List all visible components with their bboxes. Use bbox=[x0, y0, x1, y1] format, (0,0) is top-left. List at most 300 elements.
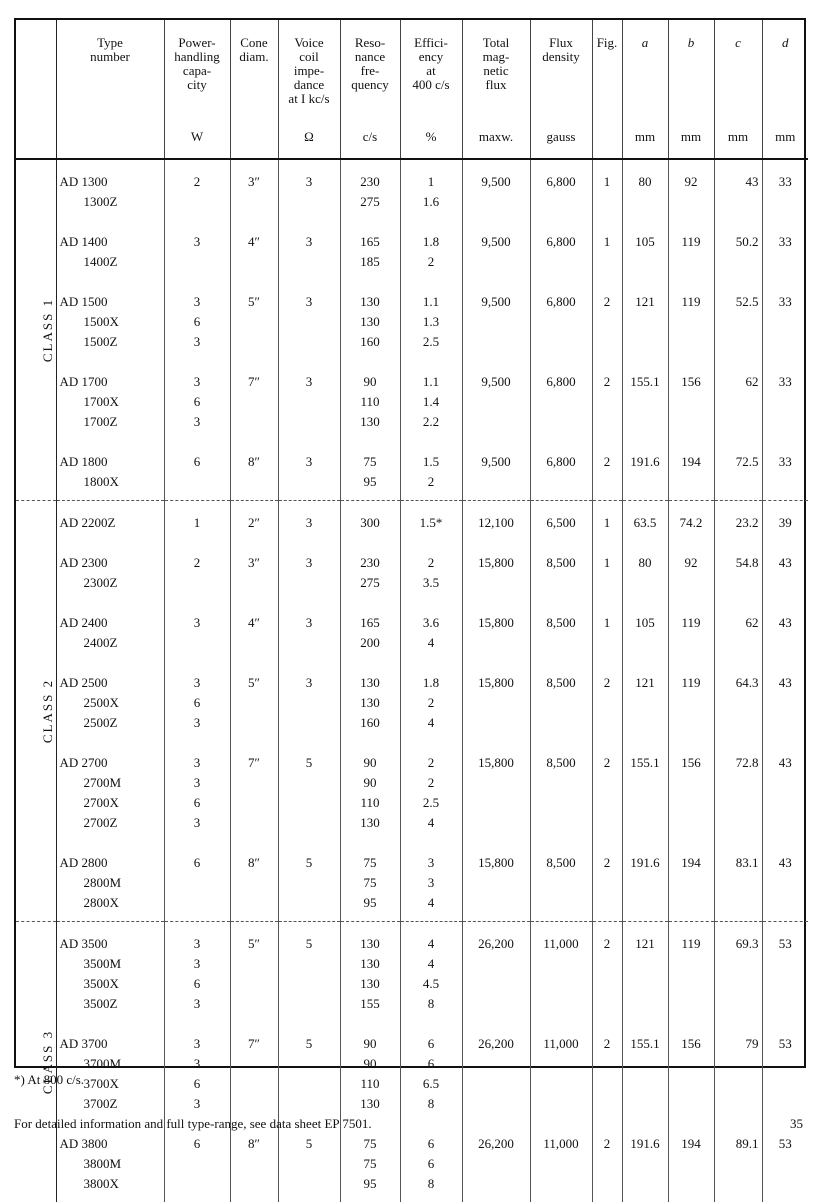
power-capacity-value: 6 bbox=[168, 392, 227, 412]
power-capacity-value: 3 bbox=[168, 673, 227, 693]
type-code: AD 2300 bbox=[60, 553, 161, 573]
resonance-frequency-value: 110 bbox=[344, 793, 397, 813]
dim-c: 72.8 bbox=[714, 741, 762, 841]
table-row bbox=[16, 541, 808, 601]
table-row bbox=[16, 440, 808, 501]
header-power: Power- handling capa- city bbox=[164, 20, 230, 126]
efficiency-value: 4 bbox=[404, 633, 459, 653]
unit-resonance: c/s bbox=[340, 126, 400, 159]
efficiency-value: 1.6 bbox=[404, 192, 459, 212]
efficiency-value: 4 bbox=[404, 954, 459, 974]
dim-d: 53 bbox=[762, 1022, 808, 1122]
coil-impedance: 3 bbox=[278, 601, 340, 661]
efficiency bbox=[400, 661, 462, 741]
dim-c: 54.8 bbox=[714, 541, 762, 601]
figure-number: 2 bbox=[592, 360, 622, 440]
loudspeaker-spec-table bbox=[14, 18, 806, 1068]
resonance-frequency bbox=[340, 661, 400, 741]
footer-note: For detailed information and full type-range, see data sheet EP 7501. bbox=[14, 1116, 372, 1132]
resonance-frequency-value: 130 bbox=[344, 292, 397, 312]
unit-type bbox=[56, 126, 164, 159]
dim-a: 191.6 bbox=[622, 1122, 668, 1202]
type-code: 3700M bbox=[60, 1054, 161, 1074]
header-type: Type number bbox=[56, 20, 164, 126]
cone-diameter: 4″ bbox=[230, 601, 278, 661]
coil-impedance: 3 bbox=[278, 501, 340, 542]
figure-number: 2 bbox=[592, 440, 622, 501]
coil-impedance: 3 bbox=[278, 541, 340, 601]
figure-number: 2 bbox=[592, 280, 622, 360]
type-number bbox=[56, 922, 164, 1023]
magnetic-flux: 9,500 bbox=[462, 440, 530, 501]
efficiency bbox=[400, 601, 462, 661]
efficiency-value: 3 bbox=[404, 853, 459, 873]
type-code: 2800M bbox=[60, 873, 161, 893]
class-label-cell bbox=[16, 159, 56, 501]
efficiency-value: 1.3 bbox=[404, 312, 459, 332]
resonance-frequency bbox=[340, 922, 400, 1023]
type-code: AD 1400 bbox=[60, 232, 161, 252]
efficiency-value: 1.1 bbox=[404, 292, 459, 312]
resonance-frequency-value: 130 bbox=[344, 934, 397, 954]
type-number bbox=[56, 280, 164, 360]
dim-d: 33 bbox=[762, 220, 808, 280]
header-cone: Cone diam. bbox=[230, 20, 278, 126]
dim-d: 33 bbox=[762, 440, 808, 501]
figure-number: 2 bbox=[592, 841, 622, 922]
coil-impedance: 5 bbox=[278, 741, 340, 841]
efficiency-value: 6 bbox=[404, 1054, 459, 1074]
class-label-cell bbox=[16, 922, 56, 1202]
resonance-frequency-value: 75 bbox=[344, 1154, 397, 1174]
efficiency bbox=[400, 1022, 462, 1122]
resonance-frequency-value: 130 bbox=[344, 1094, 397, 1114]
power-capacity-value: 6 bbox=[168, 1134, 227, 1154]
resonance-frequency bbox=[340, 1022, 400, 1122]
efficiency-value: 8 bbox=[404, 994, 459, 1014]
dim-a: 121 bbox=[622, 661, 668, 741]
flux-density: 6,800 bbox=[530, 280, 592, 360]
resonance-frequency bbox=[340, 159, 400, 220]
flux-density: 11,000 bbox=[530, 922, 592, 1023]
resonance-frequency-value: 160 bbox=[344, 332, 397, 352]
dim-b: 92 bbox=[668, 541, 714, 601]
flux-density: 8,500 bbox=[530, 841, 592, 922]
resonance-frequency-value: 90 bbox=[344, 753, 397, 773]
efficiency-value: 4 bbox=[404, 893, 459, 913]
type-number bbox=[56, 541, 164, 601]
type-code: 1800X bbox=[60, 472, 161, 492]
type-code: 2500Z bbox=[60, 713, 161, 733]
magnetic-flux: 15,800 bbox=[462, 841, 530, 922]
dim-a: 121 bbox=[622, 280, 668, 360]
dim-b: 119 bbox=[668, 220, 714, 280]
cone-diameter: 4″ bbox=[230, 220, 278, 280]
type-number bbox=[56, 661, 164, 741]
flux-density: 11,000 bbox=[530, 1122, 592, 1202]
resonance-frequency-value: 155 bbox=[344, 994, 397, 1014]
magnetic-flux: 9,500 bbox=[462, 159, 530, 220]
unit-flux: maxw. bbox=[462, 126, 530, 159]
unit-density: gauss bbox=[530, 126, 592, 159]
table-row bbox=[16, 922, 808, 1023]
efficiency-value: 2.5 bbox=[404, 332, 459, 352]
efficiency-value: 8 bbox=[404, 1094, 459, 1114]
type-code: AD 3800 bbox=[60, 1134, 161, 1154]
power-capacity-value: 6 bbox=[168, 452, 227, 472]
cone-diameter: 8″ bbox=[230, 1122, 278, 1202]
table-row bbox=[16, 741, 808, 841]
type-number bbox=[56, 220, 164, 280]
coil-impedance: 3 bbox=[278, 220, 340, 280]
unit-a: mm bbox=[622, 126, 668, 159]
type-code: AD 2400 bbox=[60, 613, 161, 633]
type-code: 3500X bbox=[60, 974, 161, 994]
resonance-frequency-value: 75 bbox=[344, 853, 397, 873]
power-capacity-value: 3 bbox=[168, 773, 227, 793]
efficiency-value: 1.5* bbox=[404, 513, 459, 533]
efficiency bbox=[400, 501, 462, 542]
dim-c: 23.2 bbox=[714, 501, 762, 542]
dim-d: 53 bbox=[762, 1122, 808, 1202]
table-header bbox=[16, 20, 808, 159]
figure-number: 2 bbox=[592, 1022, 622, 1122]
resonance-frequency-value: 90 bbox=[344, 773, 397, 793]
resonance-frequency-value: 110 bbox=[344, 1074, 397, 1094]
type-code: 2700X bbox=[60, 793, 161, 813]
type-number bbox=[56, 1122, 164, 1202]
type-code: 1300Z bbox=[60, 192, 161, 212]
type-code: AD 2700 bbox=[60, 753, 161, 773]
resonance-frequency-value: 230 bbox=[344, 553, 397, 573]
type-code: AD 3700 bbox=[60, 1034, 161, 1054]
magnetic-flux: 26,200 bbox=[462, 1122, 530, 1202]
magnetic-flux: 15,800 bbox=[462, 661, 530, 741]
dim-a: 121 bbox=[622, 922, 668, 1023]
power-capacity bbox=[164, 922, 230, 1023]
dim-b: 156 bbox=[668, 360, 714, 440]
dim-c: 62 bbox=[714, 360, 762, 440]
header-flux: Total mag- netic flux bbox=[462, 20, 530, 126]
efficiency bbox=[400, 440, 462, 501]
efficiency-value: 3.5 bbox=[404, 573, 459, 593]
efficiency-value: 3 bbox=[404, 873, 459, 893]
dim-a: 80 bbox=[622, 159, 668, 220]
type-number bbox=[56, 741, 164, 841]
figure-number: 2 bbox=[592, 1122, 622, 1202]
type-code: 1700Z bbox=[60, 412, 161, 432]
type-code: 1500Z bbox=[60, 332, 161, 352]
header-density: Flux density bbox=[530, 20, 592, 126]
dim-d: 43 bbox=[762, 541, 808, 601]
resonance-frequency bbox=[340, 1122, 400, 1202]
dim-d: 43 bbox=[762, 741, 808, 841]
magnetic-flux: 15,800 bbox=[462, 741, 530, 841]
type-code: 1400Z bbox=[60, 252, 161, 272]
resonance-frequency-value: 90 bbox=[344, 1034, 397, 1054]
power-capacity-value: 6 bbox=[168, 974, 227, 994]
resonance-frequency-value: 165 bbox=[344, 232, 397, 252]
resonance-frequency-value: 275 bbox=[344, 573, 397, 593]
dim-b: 92 bbox=[668, 159, 714, 220]
cone-diameter: 7″ bbox=[230, 1022, 278, 1122]
magnetic-flux: 9,500 bbox=[462, 280, 530, 360]
type-code: 3700X bbox=[60, 1074, 161, 1094]
dim-c: 79 bbox=[714, 1022, 762, 1122]
efficiency bbox=[400, 220, 462, 280]
dim-b: 194 bbox=[668, 440, 714, 501]
type-code: AD 2800 bbox=[60, 853, 161, 873]
dim-b: 194 bbox=[668, 841, 714, 922]
power-capacity bbox=[164, 501, 230, 542]
efficiency-value: 2 bbox=[404, 753, 459, 773]
dim-d: 39 bbox=[762, 501, 808, 542]
header-class bbox=[16, 20, 56, 126]
efficiency bbox=[400, 922, 462, 1023]
power-capacity-value: 3 bbox=[168, 292, 227, 312]
efficiency bbox=[400, 360, 462, 440]
power-capacity-value: 3 bbox=[168, 1034, 227, 1054]
dim-c: 43 bbox=[714, 159, 762, 220]
power-capacity bbox=[164, 741, 230, 841]
resonance-frequency-value: 95 bbox=[344, 472, 397, 492]
dim-a: 155.1 bbox=[622, 360, 668, 440]
power-capacity bbox=[164, 220, 230, 280]
coil-impedance: 3 bbox=[278, 280, 340, 360]
header-a: a bbox=[622, 20, 668, 126]
type-code: AD 2500 bbox=[60, 673, 161, 693]
efficiency-value: 8 bbox=[404, 1174, 459, 1194]
cone-diameter: 5″ bbox=[230, 280, 278, 360]
header-b: b bbox=[668, 20, 714, 126]
efficiency-value: 1.1 bbox=[404, 372, 459, 392]
coil-impedance: 5 bbox=[278, 841, 340, 922]
efficiency-value: 3.6 bbox=[404, 613, 459, 633]
table-row bbox=[16, 501, 808, 542]
table-row bbox=[16, 280, 808, 360]
dim-a: 63.5 bbox=[622, 501, 668, 542]
power-capacity-value: 3 bbox=[168, 954, 227, 974]
efficiency-value: 4.5 bbox=[404, 974, 459, 994]
type-number bbox=[56, 501, 164, 542]
dim-b: 119 bbox=[668, 661, 714, 741]
dim-a: 80 bbox=[622, 541, 668, 601]
type-code: AD 1700 bbox=[60, 372, 161, 392]
figure-number: 1 bbox=[592, 601, 622, 661]
power-capacity-value: 3 bbox=[168, 1094, 227, 1114]
dim-d: 53 bbox=[762, 922, 808, 1023]
dim-d: 33 bbox=[762, 159, 808, 220]
dim-a: 155.1 bbox=[622, 741, 668, 841]
cone-diameter: 7″ bbox=[230, 741, 278, 841]
type-code: 2500X bbox=[60, 693, 161, 713]
type-number bbox=[56, 360, 164, 440]
power-capacity-value: 6 bbox=[168, 312, 227, 332]
figure-number: 2 bbox=[592, 661, 622, 741]
type-code: 2700Z bbox=[60, 813, 161, 833]
page-number: 35 bbox=[790, 1116, 803, 1132]
type-code: 3500Z bbox=[60, 994, 161, 1014]
resonance-frequency-value: 95 bbox=[344, 1174, 397, 1194]
table-row bbox=[16, 1022, 808, 1122]
header-impedance: Voice coil impe- dance at I kc/s bbox=[278, 20, 340, 126]
dim-a: 105 bbox=[622, 220, 668, 280]
dim-d: 43 bbox=[762, 601, 808, 661]
efficiency bbox=[400, 159, 462, 220]
figure-number: 1 bbox=[592, 501, 622, 542]
dim-d: 43 bbox=[762, 841, 808, 922]
power-capacity-value: 3 bbox=[168, 412, 227, 432]
flux-density: 6,500 bbox=[530, 501, 592, 542]
efficiency bbox=[400, 741, 462, 841]
resonance-frequency-value: 130 bbox=[344, 813, 397, 833]
resonance-frequency bbox=[340, 220, 400, 280]
coil-impedance: 5 bbox=[278, 1122, 340, 1202]
resonance-frequency-value: 110 bbox=[344, 392, 397, 412]
power-capacity-value: 3 bbox=[168, 753, 227, 773]
class-label: CLASS 1 bbox=[38, 298, 58, 362]
coil-impedance: 3 bbox=[278, 159, 340, 220]
table-row bbox=[16, 661, 808, 741]
flux-density: 11,000 bbox=[530, 1022, 592, 1122]
type-code: 2700M bbox=[60, 773, 161, 793]
resonance-frequency-value: 275 bbox=[344, 192, 397, 212]
resonance-frequency-value: 90 bbox=[344, 1054, 397, 1074]
magnetic-flux: 12,100 bbox=[462, 501, 530, 542]
type-code: AD 1300 bbox=[60, 172, 161, 192]
resonance-frequency bbox=[340, 841, 400, 922]
power-capacity bbox=[164, 601, 230, 661]
resonance-frequency-value: 130 bbox=[344, 693, 397, 713]
efficiency-value: 2 bbox=[404, 773, 459, 793]
magnetic-flux: 26,200 bbox=[462, 922, 530, 1023]
power-capacity-value: 1 bbox=[168, 513, 227, 533]
resonance-frequency-value: 95 bbox=[344, 893, 397, 913]
flux-density: 6,800 bbox=[530, 360, 592, 440]
figure-number: 2 bbox=[592, 922, 622, 1023]
type-code: 3500M bbox=[60, 954, 161, 974]
type-code: 3800M bbox=[60, 1154, 161, 1174]
cone-diameter: 5″ bbox=[230, 661, 278, 741]
resonance-frequency-value: 75 bbox=[344, 873, 397, 893]
figure-number: 1 bbox=[592, 220, 622, 280]
unit-class bbox=[16, 126, 56, 159]
coil-impedance: 5 bbox=[278, 1022, 340, 1122]
power-capacity-value: 3 bbox=[168, 613, 227, 633]
coil-impedance: 3 bbox=[278, 661, 340, 741]
type-number bbox=[56, 159, 164, 220]
table-row bbox=[16, 159, 808, 220]
header-efficiency: Effici- ency at 400 c/s bbox=[400, 20, 462, 126]
table-row bbox=[16, 360, 808, 440]
magnetic-flux: 15,800 bbox=[462, 541, 530, 601]
power-capacity bbox=[164, 159, 230, 220]
cone-diameter: 7″ bbox=[230, 360, 278, 440]
power-capacity-value: 3 bbox=[168, 232, 227, 252]
power-capacity-value: 6 bbox=[168, 853, 227, 873]
power-capacity bbox=[164, 541, 230, 601]
flux-density: 6,800 bbox=[530, 220, 592, 280]
efficiency-value: 1.8 bbox=[404, 673, 459, 693]
power-capacity-value: 6 bbox=[168, 693, 227, 713]
unit-impedance: Ω bbox=[278, 126, 340, 159]
dim-c: 83.1 bbox=[714, 841, 762, 922]
resonance-frequency-value: 90 bbox=[344, 372, 397, 392]
flux-density: 6,800 bbox=[530, 159, 592, 220]
power-capacity-value: 3 bbox=[168, 372, 227, 392]
resonance-frequency bbox=[340, 501, 400, 542]
header-d: d bbox=[762, 20, 808, 126]
figure-number: 1 bbox=[592, 159, 622, 220]
efficiency-value: 2 bbox=[404, 472, 459, 492]
type-code: 3800X bbox=[60, 1174, 161, 1194]
efficiency-value: 2.2 bbox=[404, 412, 459, 432]
cone-diameter: 3″ bbox=[230, 541, 278, 601]
cone-diameter: 8″ bbox=[230, 841, 278, 922]
power-capacity-value: 2 bbox=[168, 172, 227, 192]
resonance-frequency-value: 130 bbox=[344, 954, 397, 974]
type-code: AD 1800 bbox=[60, 452, 161, 472]
dim-a: 105 bbox=[622, 601, 668, 661]
efficiency bbox=[400, 280, 462, 360]
power-capacity bbox=[164, 280, 230, 360]
unit-c: mm bbox=[714, 126, 762, 159]
resonance-frequency-value: 300 bbox=[344, 513, 397, 533]
dim-b: 194 bbox=[668, 1122, 714, 1202]
dim-a: 191.6 bbox=[622, 440, 668, 501]
efficiency-value: 6 bbox=[404, 1034, 459, 1054]
efficiency bbox=[400, 1122, 462, 1202]
power-capacity-value: 3 bbox=[168, 994, 227, 1014]
dim-a: 191.6 bbox=[622, 841, 668, 922]
cone-diameter: 8″ bbox=[230, 440, 278, 501]
flux-density: 8,500 bbox=[530, 601, 592, 661]
efficiency-value: 1.5 bbox=[404, 452, 459, 472]
dim-c: 89.1 bbox=[714, 1122, 762, 1202]
resonance-frequency-value: 75 bbox=[344, 1134, 397, 1154]
dim-c: 72.5 bbox=[714, 440, 762, 501]
resonance-frequency bbox=[340, 280, 400, 360]
magnetic-flux: 15,800 bbox=[462, 601, 530, 661]
power-capacity-value: 6 bbox=[168, 1074, 227, 1094]
efficiency-value: 6 bbox=[404, 1154, 459, 1174]
unit-fig bbox=[592, 126, 622, 159]
dim-b: 119 bbox=[668, 601, 714, 661]
type-code: AD 1500 bbox=[60, 292, 161, 312]
efficiency-value: 2 bbox=[404, 252, 459, 272]
power-capacity-value: 6 bbox=[168, 793, 227, 813]
power-capacity-value: 3 bbox=[168, 713, 227, 733]
efficiency-value: 6 bbox=[404, 1134, 459, 1154]
header-c: c bbox=[714, 20, 762, 126]
power-capacity bbox=[164, 1122, 230, 1202]
power-capacity bbox=[164, 661, 230, 741]
resonance-frequency-value: 160 bbox=[344, 713, 397, 733]
header-fig: Fig. bbox=[592, 20, 622, 126]
figure-number: 2 bbox=[592, 741, 622, 841]
resonance-frequency bbox=[340, 741, 400, 841]
magnetic-flux: 9,500 bbox=[462, 220, 530, 280]
resonance-frequency-value: 130 bbox=[344, 312, 397, 332]
resonance-frequency-value: 230 bbox=[344, 172, 397, 192]
type-code: 2400Z bbox=[60, 633, 161, 653]
unit-b: mm bbox=[668, 126, 714, 159]
unit-cone bbox=[230, 126, 278, 159]
magnetic-flux: 26,200 bbox=[462, 1022, 530, 1122]
power-capacity bbox=[164, 1022, 230, 1122]
dim-d: 33 bbox=[762, 360, 808, 440]
resonance-frequency-value: 165 bbox=[344, 613, 397, 633]
